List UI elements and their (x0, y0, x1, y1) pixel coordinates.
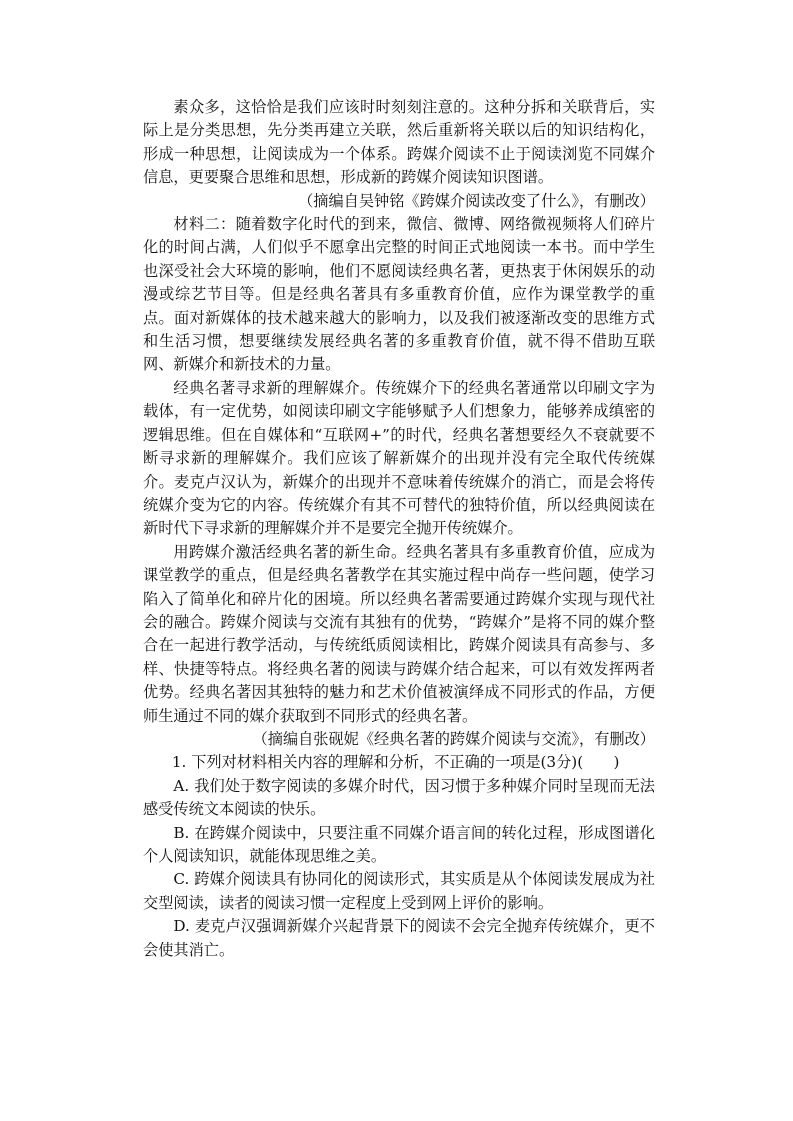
paragraph-continuation: 素众多，这恰恰是我们应该时时刻刻注意的。这种分拆和关联背后，实际上是分类思想，先分类再建立关联，然后重新将关联以后的知识结构化，形成一种思想，让阅读成为一个体系。跨媒介阅读不止于阅读浏览不同媒介信息，更要聚合思维和思想，形成新的跨媒介阅读知识图谱。 (143, 98, 655, 187)
document-page (143, 96, 655, 962)
option-d: D. 麦克卢汉强调新媒介兴起背景下的阅读不会完全抛弃传统媒介，更不会使其消亡。 (143, 917, 655, 959)
source-citation-2: （摘编自张砚妮《经典名著的跨媒介阅读与交流》，有删改） (252, 729, 655, 748)
option-a: A. 我们处于数字阅读的多媒介时代，因习惯于多种媒介同时呈现而无法感受传统文本阅读的快乐。 (143, 776, 655, 819)
question-block (143, 751, 655, 962)
question-stem: 1. 下列对材料相关内容的理解和分析，不正确的一项是(3分)( ) (171, 753, 620, 772)
source-citation-1: （摘编自吴钟铭《跨媒介阅读改变了什么》，有删改） (298, 191, 655, 210)
paragraph-new-media: 经典名著寻求新的理解媒介。传统媒介下的经典名著通常以印刷文字为载体，有一定优势，如阅读印刷文字能够赋予人们想象力，能够养成缜密的逻辑思维。但在自媒体和“互联网+”的时代，经典名著想要经久不衰就要不断寻求新的理解媒介。我们应该了解新媒介的出现并没有完全取代传统媒介。麦克卢汉认为，新媒介的出现并不意味着传统媒介的消亡，而是会将传统媒介变为它的内容。传统媒介有其不可替代的独特价值，所以经典阅读在新时代下寻求新的理解媒介并不是要完全抛开传统媒介。 (143, 378, 655, 538)
option-b: B. 在跨媒介阅读中，只要注重不同媒介语言间的转化过程，形成图谱化个人阅读知识，就能体现思维之美。 (143, 823, 655, 865)
option-c: C. 跨媒介阅读具有协同化的阅读形式，其实质是从个体阅读发展成为社交型阅读，读者的阅读习惯一定程度上受到网上评价的影响。 (143, 870, 655, 912)
paragraph-material-two: 材料二：随着数字化时代的到来，微信、微博、网络微视频将人们碎片化的时间占满，人们似乎不愿拿出完整的时间正式地阅读一本书。而中学生也深受社会大环境的影响，他们不愿阅读经典名著，更热衷于休闲娱乐的动漫或综艺节目等。但是经典名著具有多重教育价值，应作为课堂教学的重点。面对新媒体的技术越来越大的影响力，以及我们被逐渐改变的思维方式和生活习惯，想要继续发展经典名著的多重教育价值，就不得不借助互联网、新媒介和新技术的力量。 (143, 215, 655, 374)
paragraph-cross-media: 用跨媒介激活经典名著的新生命。经典名著具有多重教育价值，应成为课堂教学的重点，但是经典名著教学在其实施过程中尚存一些问题，使学习陷入了简单化和碎片化的困境。所以经典名著需要通过跨媒介实现与现代社会的融合。跨媒介阅读与交流有其独有的优势，“跨媒介”是将不同的媒介整合在一起进行教学活动，与传统纸质阅读相比，跨媒介阅读具有高参与、多样、快捷等特点。将经典名著的阅读与跨媒介结合起来，可以有效发挥两者优势。经典名著因其独特的魅力和艺术价值被演绎成不同形式的作品，方便师生通过不同的媒介获取到不同形式的经典名著。 (143, 542, 655, 725)
